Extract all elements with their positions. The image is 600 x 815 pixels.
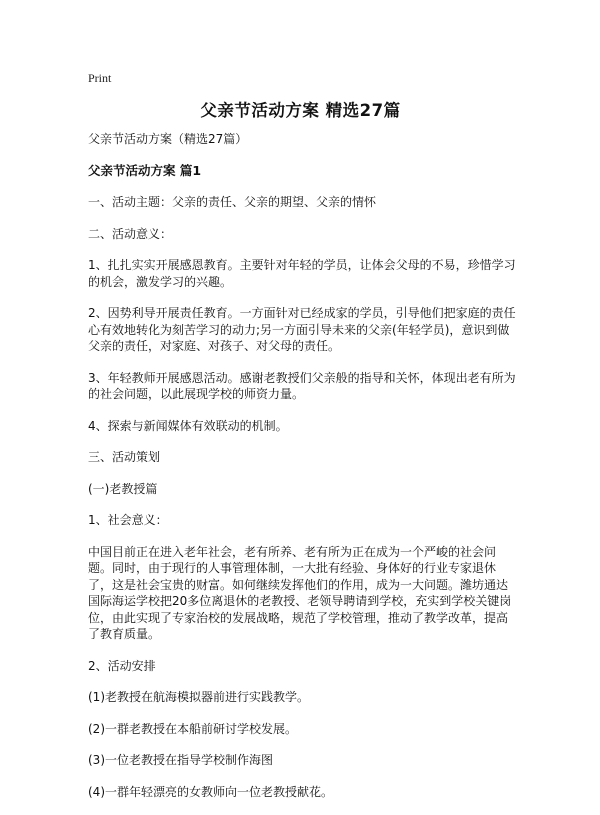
paragraph: (一)老教授篇 [88,481,158,496]
document-title: 父亲节活动方案 精选27篇 [200,101,401,120]
paragraph: (2)一群老教授在本船前研讨学校发展。 [88,721,297,736]
paragraph: 三、活动策划 [88,450,161,464]
paragraph: 一、活动主题：父亲的责任、父亲的期望、父亲的情怀 [88,195,377,209]
section-heading: 父亲节活动方案 篇1 [88,162,202,178]
paragraph: 2、活动安排 [88,658,156,673]
paragraph: 1、扎扎实实开展感恩教育。主要针对年轻的学员，让体会父母的不易，珍惜学习的机会，激发学习的兴趣。 [88,258,516,289]
paragraph: 1、社会意义： [88,513,168,527]
paragraph: 4、探索与新闻媒体有效联动的机制。 [88,418,288,433]
paragraph: 中国目前正在进入老年社会，老有所养、老有所为正在成为一个严峻的社会问题。同时，由于现行的人事管理体制，一大批有经验、身体好的行业专家退休了，这是社会宝贵的财富。如何继续发挥他们的作用，成为一大问题。潍坊通达国际海运学校把20多位离退休的老教授、老领导聘请到学校，充实到学校关键岗位，由此实现了专家治校的发展战略，规范了学校管理，推动了教学改革，提高了教育质量。 [88,544,512,641]
paragraph: (3)一位老教授在指导学校制作海图 [88,753,273,767]
document-body [88,131,518,815]
paragraph: 二、活动意义： [88,226,173,241]
paragraph: 2、因势利导开展责任教育。一方面针对已经成家的学员，引导他们把家庭的责任心有效地转化为刻苦学习的动力;另一方面引导未来的父亲(年轻学员)，意识到做父亲的责任，对家庭、对孩子、对父母的责任。 [88,306,516,353]
print-label: Print [88,71,112,85]
paragraph: (1)老教授在航海模拟器前进行实践教学。 [88,690,309,704]
paragraph: 3、年轻教师开展感恩活动。感谢老教授们父亲般的指导和关怀，体现出老有所为的社会问题，以此展现学校的师资力量。 [88,370,516,401]
subtitle: 父亲节活动方案（精选27篇） [88,132,248,146]
paragraph: (4)一群年轻漂亮的女教师向一位老教授献花。 [88,784,333,799]
